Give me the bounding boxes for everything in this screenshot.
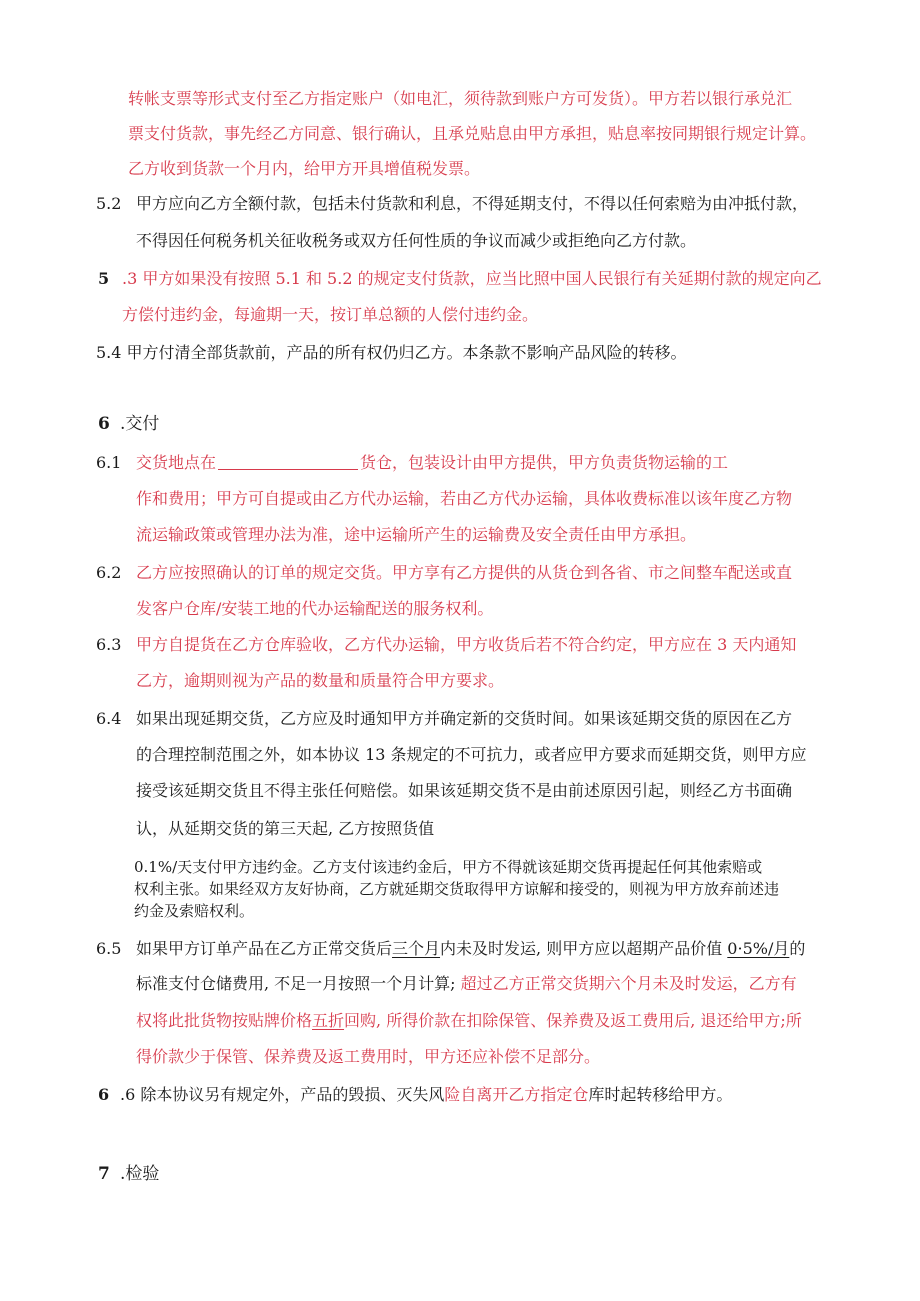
clause-6-1-line-2: 作和费用；甲方可自提或由乙方代办运输，若由乙方代办运输，具体收费标准以该年度乙方物	[136, 489, 793, 508]
clause-6-4-line-4: 认，从延期交货的第三天起, 乙方按照货值	[136, 819, 435, 838]
clause-5-3-line-2: 方偿付违约金，每逾期一天，按订单总额的人偿付违约金。	[122, 305, 539, 324]
clause-6-6-part-c: 库时起转移给甲方。	[588, 1085, 733, 1104]
clause-6-3-line-1: 甲方自提货在乙方仓库验收，乙方代办运输，甲方收货后若不符合约定，甲方应在 3 天内通知	[136, 635, 797, 654]
clause-6-1-number: 6.1	[96, 453, 122, 472]
clause-6-1-line-1-part-b: 货仓，包装设计由甲方提供，甲方负责货物运输的工	[360, 453, 729, 472]
clause-6-6-part-a: .6 除本协议另有规定外，产品的毁损、灭失风	[120, 1085, 445, 1104]
clause-6-5-line-1-part-b: 内未及时发运, 则甲方应以超期产品价值	[440, 939, 728, 958]
clause-6-4-line-3: 接受该延期交货且不得主张任何赔偿。如果该延期交货不是由前述原因引起，则经乙方书面确	[136, 781, 793, 800]
clause-6-2-number: 6.2	[96, 563, 122, 582]
clause-6-5-line-2-part-a: 标准支付仓储费用, 不足一月按照一个月计算;	[136, 974, 456, 993]
three-months-underlined: 三个月	[392, 939, 441, 958]
clause-5-3-number: 5	[98, 269, 110, 288]
clause-6-4-number: 6.4	[96, 709, 122, 728]
clause-6-4-penalty-line-2: 权利主张。如果经双方友好协商，乙方就延期交货取得甲方谅解和接受的，则视为甲方放弃前述违	[134, 880, 780, 898]
clause-5-1-continuation-line-2: 票支付货款，事先经乙方同意、银行确认，且承兑贴息由甲方承担，贴息率按同期银行规定计算。	[128, 124, 817, 143]
clause-6-5-number: 6.5	[96, 939, 122, 958]
clause-6-5-line-1	[136, 938, 805, 960]
clause-6-4-line-2: 的合理控制范围之外，如本协议 13 条规定的不可抗力，或者应甲方要求而延期交货，则甲方应	[136, 745, 807, 764]
clause-6-5-line-2	[136, 973, 797, 995]
clause-5-2-line-1: 甲方应向乙方全额付款，包括未付货款和利息，不得延期支付，不得以任何索赔为由冲抵付款，	[136, 194, 809, 213]
clause-6-4-line-1: 如果出现延期交货，乙方应及时通知甲方并确定新的交货时间。如果该延期交货的原因在乙方	[136, 709, 793, 728]
clause-6-4-penalty-line-3: 约金及索赔权利。	[134, 902, 255, 920]
clause-5-1-continuation-line-1: 转帐支票等形式支付至乙方指定账户（如电汇，须待款到账户方可发货）。甲方若以银行承兑汇	[128, 89, 793, 108]
clause-6-3-number: 6.3	[96, 635, 122, 654]
clause-6-1-line-1-part-a: 交货地点在	[136, 453, 217, 472]
clause-6-5-line-1-part-c: 的	[789, 939, 806, 958]
clause-6-5-line-1-part-a: 如果甲方订单产品在乙方正常交货后	[136, 939, 393, 958]
clause-6-6-text	[120, 1084, 732, 1106]
clause-6-3-line-2: 乙方，逾期则视为产品的数量和质量符合甲方要求。	[136, 671, 505, 690]
clause-5-2-number: 5.2	[96, 194, 122, 213]
clause-6-2-line-2: 发客户仓库/安装工地的代办运输配送的服务权利。	[136, 599, 494, 618]
section-6-heading: .交付	[120, 414, 160, 434]
clause-6-1-line-1	[136, 452, 728, 474]
clause-6-6-number: 6	[98, 1085, 110, 1104]
clause-6-1-line-3: 流运输政策或管理办法为准，途中运输所产生的运输费及安全责任由甲方承担。	[136, 525, 697, 544]
fifty-percent-underlined: 五折	[312, 1011, 345, 1030]
clause-6-2-line-1: 乙方应按照确认的订单的规定交货。甲方享有乙方提供的从货仓到各省、市之间整车配送或直	[136, 563, 793, 582]
section-7-heading-number: 7	[98, 1164, 110, 1184]
clause-6-5-line-4: 得价款少于保管、保养费及返工费用时，甲方还应补偿不足部分。	[136, 1047, 601, 1066]
delivery-location-blank	[218, 453, 358, 470]
clause-5-4-text: 5.4 甲方付清全部货款前，产品的所有权仍归乙方。本条款不影响产品风险的转移。	[96, 343, 687, 362]
clause-5-1-continuation-line-3: 乙方收到货款一个月内，给甲方开具增值税发票。	[128, 159, 481, 178]
clause-6-4-penalty-line-1: 0.1%/天支付甲方违约金。乙方支付该违约金后，甲方不得就该延期交货再提起任何其他索赔或	[134, 858, 763, 876]
clause-6-5-line-2-part-b: 超过乙方正常交货期六个月未及时发运，乙方有	[455, 974, 797, 993]
clause-6-6-part-b: 险自离开乙方指定仓	[444, 1085, 589, 1104]
section-6-heading-number: 6	[98, 414, 110, 434]
clause-6-5-line-3	[136, 1010, 802, 1032]
section-7-heading: .检验	[120, 1164, 160, 1184]
clause-6-5-line-3-part-a: 权将此批货物按贴牌价格	[136, 1011, 313, 1030]
storage-rate-underlined: 0·5%/月	[727, 939, 790, 958]
clause-6-5-line-3-part-b: 回购, 所得价款在扣除保管、保养费及返工费用后, 退还给甲方;所	[344, 1011, 802, 1030]
clause-5-3-line-1: .3 甲方如果没有按照 5.1 和 5.2 的规定支付货款，应当比照中国人民银行有关延期付款的规定向乙	[122, 269, 822, 288]
clause-5-2-line-2: 不得因任何税务机关征收税务或双方任何性质的争议而减少或拒绝向乙方付款。	[136, 231, 697, 250]
